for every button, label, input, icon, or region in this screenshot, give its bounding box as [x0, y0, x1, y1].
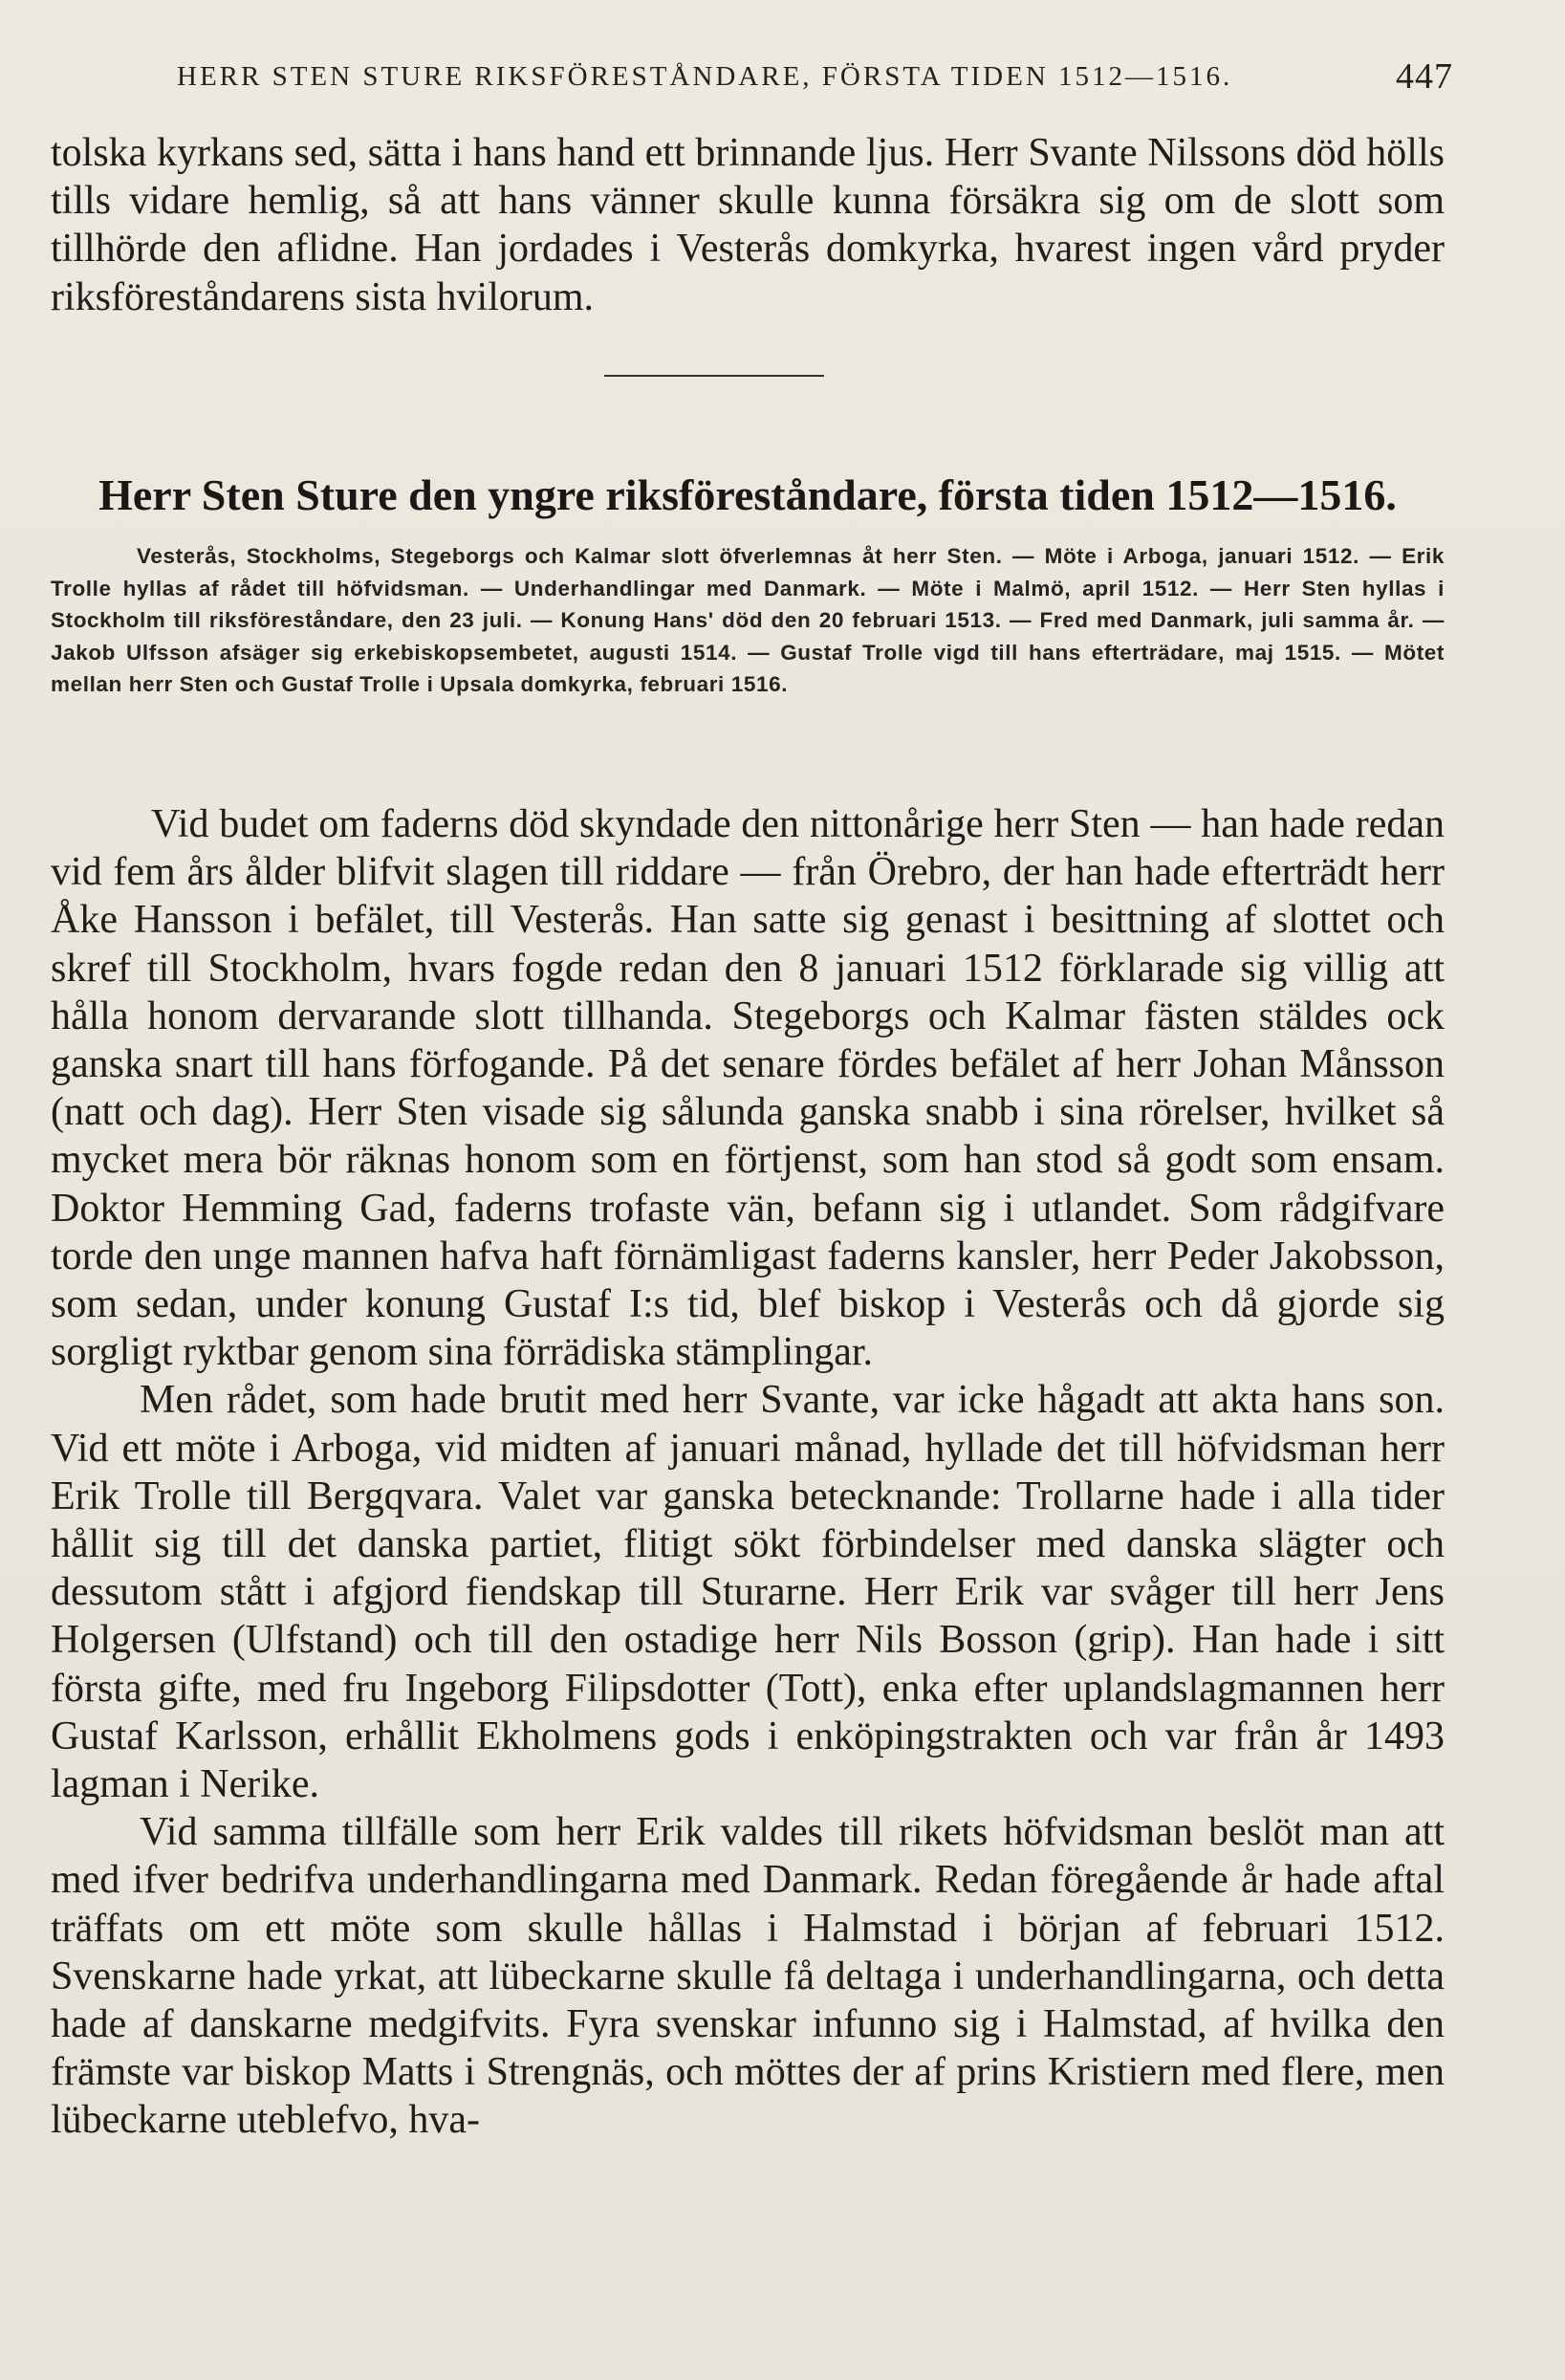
paragraph: Vid samma tillfälle som herr Erik valdes till rikets höfvidsman beslöt man att med ifver bedrifva underhandlingarna med Danmark. Redan föregående år hade aftal träffats om ett möte som skulle hållas i Halmstad i början af februari 1512. Svenskarne hade yrkat, att lübeckarne skulle få deltaga i underhandlingarna, och detta hade af danskarne medgifvits. Fyra svenskar infunno sig i Halmstad, af hvilka den främste var biskop Matts i Strengnäs, och möttes der af prins Kristiern med flere, men lübeckarne uteblefvo, hva- [51, 1810, 1445, 2143]
intro-text-block [51, 129, 1445, 321]
chapter-summary: Vesterås, Stockholms, Stegeborgs och Kalmar slott öfverlemnas åt herr Sten. — Möte i Arboga, januari 1512. — Erik Trolle hyllas af rådet till höfvidsman. — Underhandlingar med Danmark. — Möte i Malmö, april 1512. — Herr Sten hyllas i Stockholm till riksföreståndare, den 23 juli. — Konung Hans' död den 20 februari 1513. — Fred med Danmark, juli samma år. — Jakob Ulfsson afsäger sig erkebiskopsembetet, augusti 1514. — Gustaf Trolle vigd till hans efterträdare, maj 1515. — Mötet mellan herr Sten och Gustaf Trolle i Upsala domkyrka, februari 1516. [51, 544, 1445, 696]
page-number: 447 [1396, 56, 1453, 97]
section-divider [604, 375, 824, 377]
paragraph: Vid budet om faderns död skyndade den nittonårige herr Sten — han hade redan vid fem års ålder blifvit slagen till riddare — från Örebro, der han hade efterträdt herr Åke Hansson i befälet, till Vesterås. Han satte sig genast i besittning af slottet och skref till Stockholm, hvars fogde redan den 8 januari 1512 förklarade sig villig att hålla honom dervarande slott tillhanda. Stegeborgs och Kalmar fästen stäldes ock ganska snart till hans förfogande. På det senare fördes befälet af herr Johan Månsson (natt och dag). Herr Sten visade sig sålunda ganska snabb i sina rörelser, hvilket så mycket mera bör räknas honom som en förtjenst, som han stod så godt som ensam. Doktor Hemming Gad, faderns trofaste vän, befann sig i utlandet. Som rådgifvare torde den unge mannen hafva haft förnämligast faderns kansler, herr Peder Jakobsson, som sedan, under konung Gustaf I:s tid, blef biskop i Vesterås och då gjorde sig sorgligt ryktbar genom sina förrädiska stämplingar. [51, 802, 1445, 1375]
intro-paragraph: tolska kyrkans sed, sätta i hans hand ett brinnande ljus. Herr Svante Nilssons död hölls tills vidare hemlig, så att hans vänner skulle kunna försäkra sig om de slott som tillhörde den aflidne. Han jordades i Vesterås domkyrka, hvarest ingen vård pryder riksföreståndarens sista hvilorum. [51, 131, 1445, 319]
main-text-block [51, 800, 1445, 2145]
paragraph: Men rådet, som hade brutit med herr Svante, var icke hågadt att akta hans son. Vid ett möte i Arboga, vid midten af januari månad, hyllade det till höfvidsman herr Erik Trolle till Bergqvara. Valet var ganska betecknande: Trollarne hade i alla tider hållit sig till det danska partiet, flitigt sökt förbindelser med danska slägter och dessutom stått i afgjord fiendskap till Sturarne. Herr Erik var svåger till herr Jens Holgersen (Ulfstand) och till den ostadige herr Nils Bosson (grip). Han hade i sitt första gifte, med fru Ingeborg Filipsdotter (Tott), enka efter uplandslagmannen herr Gustaf Karlsson, erhållit Ekholmens gods i enköpingstrakten och var från år 1493 lagman i Nerike. [51, 1378, 1445, 1807]
chapter-title: Herr Sten Sture den yngre riksföreståndare, första tiden 1512—1516. [98, 470, 1397, 519]
running-head [177, 55, 1453, 103]
running-title: HERR STEN STURE RIKSFÖRESTÅNDARE, FÖRSTA TIDEN 1512—1516. [177, 61, 1233, 92]
